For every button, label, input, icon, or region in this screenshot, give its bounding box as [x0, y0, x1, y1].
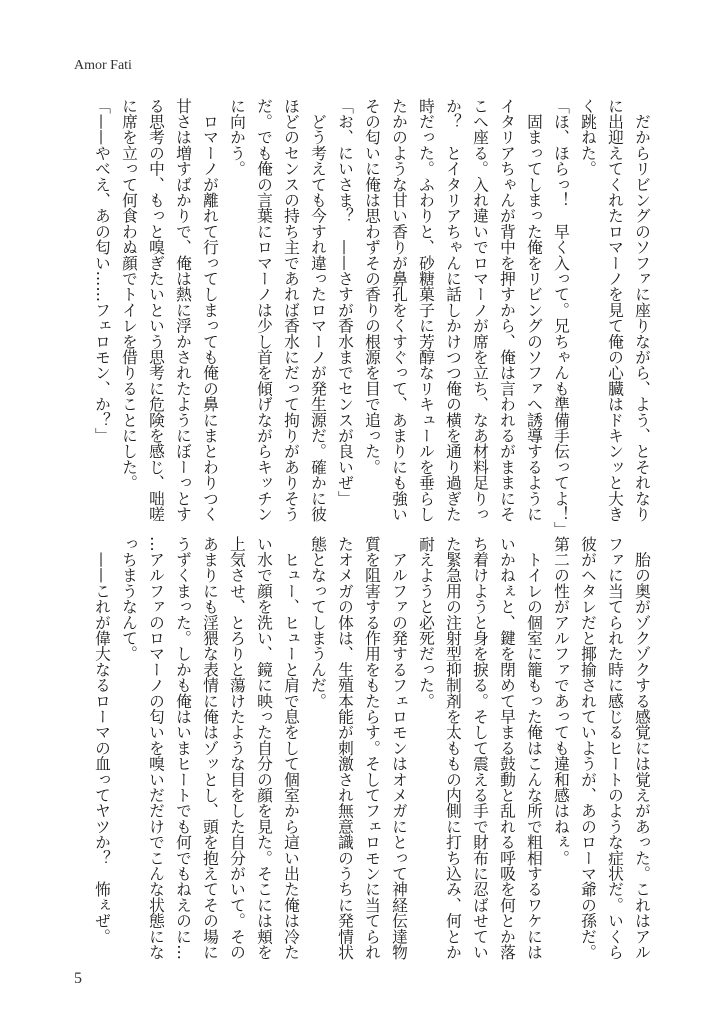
text-block-bottom [89, 536, 656, 960]
text-line: っちまうなんて。 [120, 536, 139, 662]
text-line: 固まってしまった俺をリビングのソファへ誘導するように [525, 98, 544, 522]
text-line: く跳ねた。 [579, 98, 598, 177]
text-block-top [89, 98, 656, 538]
text-line: たオメガの体は、生殖本能が刺激され無意識のうちに発情状 [336, 536, 355, 960]
text-line: トイレの個室に籠もった俺はこんな所で粗相するワケには [525, 536, 544, 960]
text-line: イタリアちゃんが背中を押すから、俺は言われるがままにそ [498, 98, 517, 522]
text-line: …アルファのロマーノの匂いを嗅いだだけでこんな状態にな [147, 536, 166, 960]
running-header: Amor Fati [74, 58, 132, 73]
text-line: こへ座る。入れ違いでロマーノが席を立ち、なあ材料足りっ [471, 98, 490, 522]
text-line: ロマーノが離れて行ってしまっても俺の鼻にまとわりつく [201, 98, 220, 522]
text-line: 上気させ、とろりと蕩けたような目をした自分がいて。その [228, 536, 247, 960]
text-line: 胎の奥がゾクゾクする感覚には覚えがあった。これはアル [633, 536, 652, 960]
text-line: に向かう。 [228, 98, 247, 177]
text-line: に出迎えてくれたロマーノを見て俺の心臓はドキンッと大き [606, 98, 625, 522]
text-line: に席を立って何食わぬ顔でトイレを借りることにした。 [120, 98, 139, 491]
text-line: 質を阻害する作用をもたらす。そしてフェロモンに当てられ [363, 536, 382, 960]
text-line: ——これが偉大なるローマの血ってヤツか？ 怖ぇぜ。 [93, 536, 112, 945]
text-line: いかねぇと、鍵を閉めて早まる鼓動と乱れる呼吸を何とか落 [498, 536, 517, 960]
text-line: ヒュー、ヒューと肩で息をして個室から這い出た俺は冷た [282, 536, 301, 960]
text-line: 彼がヘタレだと揶揄されていようが、あのローマ爺の孫だ。 [579, 536, 598, 960]
text-line: ち着けようと身を捩る。そして震える手で財布に忍ばせてい [471, 536, 490, 960]
text-line: 時だった。ふわりと、砂糖菓子に芳醇なリキュールを垂らし [417, 98, 436, 522]
text-line: 第二の性がアルファであっても違和感はねぇ。 [552, 536, 571, 866]
text-line: 甘さは増すばかりで、俺は熱に浮かされたようにぼーっとす [174, 98, 193, 522]
text-line: 「お、にいさま？ ——さすが香水までセンスが良いぜ」 [336, 98, 355, 507]
text-line: あまりにも淫猥な表情に俺はゾッとし、頭を抱えてその場に [201, 536, 220, 960]
text-line: ファに当てられた時に感じるヒートのような症状だ。いくら [606, 536, 625, 960]
text-line: 態となってしまうんだ。 [309, 536, 328, 709]
text-line: た緊急用の注射型抑制剤を太ももの内側に打ち込み、何とか [444, 536, 463, 960]
text-line: か？ とイタリアちゃんに話しかけつつ俺の横を通り過ぎた [444, 98, 463, 522]
text-line: だ。でも俺の言葉にロマーノは少し首を傾げながらキッチン [255, 98, 274, 522]
text-line: うずくまった。しかも俺はいまヒートでも何でもねえのに… [174, 536, 193, 960]
text-line: る思考の中、もっと嗅ぎたいという思考に危険を感じ、咄嗟 [147, 98, 166, 522]
text-line: 「——やべえ、あの匂い……フェロモン、か？」 [93, 98, 112, 444]
text-line: だからリビングのソファに座りながら、よう、とそれなり [633, 98, 652, 522]
text-line: 「ほ、ほらっ！ 早く入って。兄ちゃんも準備手伝ってよ！」 [552, 98, 571, 538]
text-line: その匂いに俺は思わずその香りの根源を目で追った。 [363, 98, 382, 475]
text-line: ほどのセンスの持ち主であれば香水にだって拘りがありそう [282, 98, 301, 522]
text-line: たかのような甘い香りが鼻孔をくすぐって、あまりにも強い [390, 98, 409, 522]
text-line: アルファの発するフェロモンはオメガにとって神経伝達物 [390, 536, 409, 960]
text-line: どう考えても今すれ違ったロマーノが発生源だ。確かに彼 [309, 98, 328, 522]
text-line: 耐えようと必死だった。 [417, 536, 436, 709]
page-number: 5 [74, 970, 82, 987]
text-line: い水で顔を洗い、鏡に映った自分の顔を見た。そこには頬を [255, 536, 274, 960]
